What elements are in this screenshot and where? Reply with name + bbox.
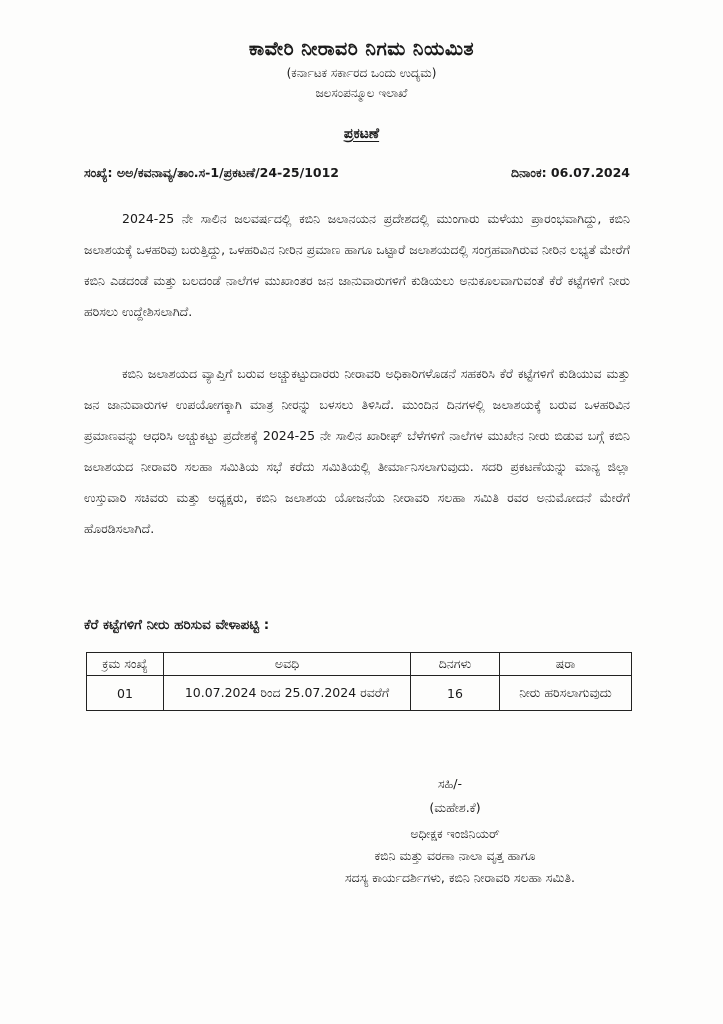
column-header-remarks: ಷರಾ: [500, 653, 632, 676]
column-header-period: ಅವಧಿ: [164, 653, 411, 676]
cell-serial: 01: [87, 676, 164, 711]
body-paragraph-2: ಕಬಿನಿ ಜಲಾಶಯದ ವ್ಯಾಪ್ತಿಗೆ ಬರುವ ಅಚ್ಚುಕಟ್ಟುದಾರರು ನೀರಾವರಿ ಅಧಿಕಾರಿಗಳೊಡನೆ ಸಹಕರಿಸಿ ಕೆರೆ ಕಟ್ಟೆಗಳಿಗೆ ಕುಡಿಯುವ ಮತ್ತು ಜನ ಜಾನುವಾರುಗಳ ಉಪಯೋಗಕ್ಕಾಗಿ ಮಾತ್ರ ನೀರನ್ನು ಬಳಸಲು ತಿಳಿಸಿದೆ. ಮುಂದಿನ ದಿನಗಳಲ್ಲಿ ಜಲಾಶಯಕ್ಕೆ ಬರುವ ಒಳಹರಿವಿನ ಪ್ರಮಾಣವನ್ನು ಆಧರಿಸಿ ಅಚ್ಚುಕಟ್ಟು ಪ್ರದೇಶಕ್ಕೆ 2024-25 ನೇ ಸಾಲಿನ ಖಾರೀಫ್ ಬೆಳೆಗಳಿಗೆ ನಾಲೆಗಳ ಮುಖೇನ ನೀರು ಬಿಡುವ ಬಗ್ಗೆ ಕಬಿನಿ ಜಲಾಶಯದ ನೀರಾವರಿ ಸಲಹಾ ಸಮಿತಿಯ ಸಭೆ ಕರೆದು ಸಮಿತಿಯಲ್ಲಿ ತೀರ್ಮಾನಿಸಲಾಗುವುದು. ಸದರಿ ಪ್ರಕಟಣೆಯನ್ನು ಮಾನ್ಯ ಜಿಲ್ಲಾ ಉಸ್ತುವಾರಿ ಸಚಿವರು ಮತ್ತು ಅಧ್ಯಕ್ಷರು, ಕಬಿನಿ ಜಲಾಶಯ ಯೋಜನೆಯ ನೀರಾವರಿ ಸಲಹಾ ಸಮಿತಿ ರವರ ಅನುಮೋದನೆ ಮೇರೆಗೆ ಹೊರಡಿಸಲಾಗಿದೆ.: [84, 366, 630, 536]
notice-title-text: ಪ್ರಕಟಣೆ: [343, 126, 380, 142]
department-name: ಜಲಸಂಪನ್ಮೂಲ ಇಲಾಖೆ: [315, 86, 408, 100]
signature-signed-mark: ಸಹಿ/-: [438, 776, 462, 791]
reference-number: ಸಂಖ್ಯೆ: ಅಅ/ಕವನಾವ್ಯ/ತಾಂ.ಸ-1/ಪ್ರಕಟಣೆ/24-25/1012: [84, 165, 339, 180]
column-header-days: ದಿನಗಳು: [411, 653, 500, 676]
schedule-table: [86, 652, 632, 711]
cell-period: 10.07.2024 ರಿಂದ 25.07.2024 ರವರೆಗೆ: [164, 676, 411, 711]
notice-title: [0, 126, 723, 142]
signatory-office: ಕಬಿನಿ ಮತ್ತು ವರಣಾ ನಾಲಾ ವೃತ್ತ ಹಾಗೂ: [374, 848, 536, 863]
organization-name: ಕಾವೇರಿ ನೀರಾವರಿ ನಿಗಮ ನಿಯಮಿತ: [248, 38, 475, 60]
cell-days: 16: [411, 676, 500, 711]
organization-subtitle: (ಕರ್ನಾಟಕ ಸರ್ಕಾರದ ಒಂದು ಉದ್ಯಮ): [286, 66, 437, 80]
body-paragraph-1: 2024-25 ನೇ ಸಾಲಿನ ಜಲವರ್ಷದಲ್ಲಿ ಕಬಿನಿ ಜಲಾನಯನ ಪ್ರದೇಶದಲ್ಲಿ ಮುಂಗಾರು ಮಳೆಯು ಪ್ರಾರಂಭವಾಗಿದ್ದು, ಕಬಿನಿ ಜಲಾಶಯಕ್ಕೆ ಒಳಹರಿವು ಬರುತ್ತಿದ್ದು, ಒಳಹರಿವಿನ ನೀರಿನ ಪ್ರಮಾಣ ಹಾಗೂ ಒಟ್ಟಾರೆ ಜಲಾಶಯದಲ್ಲಿ ಸಂಗ್ರಹವಾಗಿರುವ ನೀರಿನ ಲಭ್ಯತೆ ಮೇರೆಗೆ ಕಬಿನಿ ಎಡದಂಡೆ ಮತ್ತು ಬಲದಂಡೆ ನಾಲೆಗಳ ಮುಖಾಂತರ ಜನ ಜಾನುವಾರುಗಳಿಗೆ ಕುಡಿಯಲು ಅನುಕೂಲವಾಗುವಂತೆ ಕೆರೆ ಕಟ್ಟೆಗಳಿಗೆ ನೀರು ಹರಿಸಲು ಉದ್ದೇಶಿಸಲಾಗಿದೆ.: [84, 211, 630, 319]
table-header-row: [87, 653, 632, 676]
cell-remarks: ನೀರು ಹರಿಸಲಾಗುವುದು: [500, 676, 632, 711]
signatory-designation: ಅಧೀಕ್ಷಕ ಇಂಜಿನಿಯರ್: [410, 826, 500, 841]
signatory-member-title: ಸದಸ್ಯ ಕಾರ್ಯದರ್ಶಿಗಳು, ಕಬಿನಿ ನೀರಾವರಿ ಸಲಹಾ ಸಮಿತಿ.: [345, 870, 575, 885]
signatory-name: (ಮಹೇಶ.ಕೆ): [429, 800, 481, 815]
table-row: [87, 676, 632, 711]
reference-date: ದಿನಾಂಕ: 06.07.2024: [510, 165, 630, 180]
schedule-heading: ಕೆರೆ ಕಟ್ಟೆಗಳಿಗೆ ನೀರು ಹರಿಸುವ ವೇಳಾಪಟ್ಟಿ :: [84, 617, 270, 633]
column-header-serial: ಕ್ರಮ ಸಂಖ್ಯೆ: [87, 653, 164, 676]
